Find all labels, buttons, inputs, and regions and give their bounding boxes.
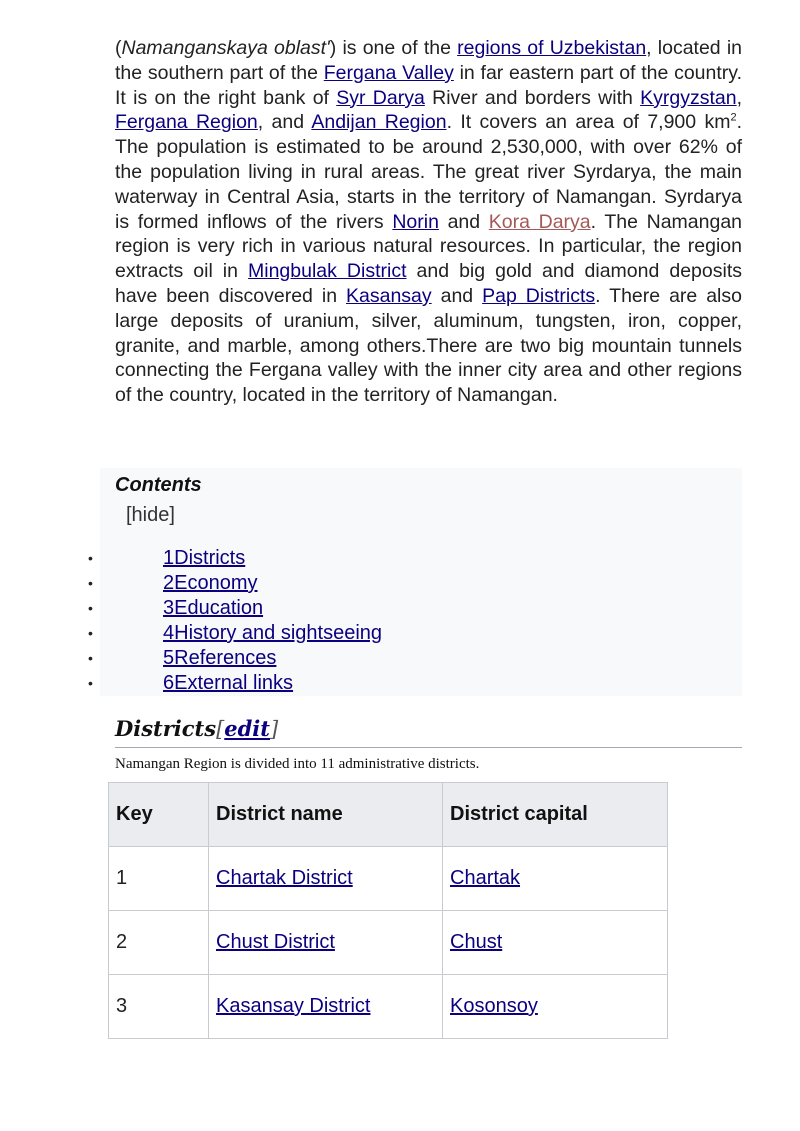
link-kyrgyzstan[interactable]: Kyrgyzstan xyxy=(640,86,737,109)
header-district-capital: District capital xyxy=(443,783,668,847)
table-of-contents xyxy=(88,468,742,696)
header-key: Key xyxy=(109,783,209,847)
link-syr-darya[interactable]: Syr Darya xyxy=(336,86,425,109)
cell-key: 3 xyxy=(109,975,209,1039)
cell-key: 1 xyxy=(109,847,209,911)
cell-key: 2 xyxy=(109,911,209,975)
toc-link[interactable]: 4History and sightseeing xyxy=(163,622,383,644)
bullet-icon: • xyxy=(88,625,93,641)
district-link[interactable]: Chartak District xyxy=(216,867,353,889)
intro-paragraph: (Namanganskaya oblast') is one of the regions of Uzbekistan, located in the southern part of the Fergana Valley in far eastern part of the country. It is on the right bank of Syr Darya River and borders with Kyrgyzstan, Fergana Region, and Andijan Region. It covers an area of 7,900 $km^2$. The population is estimated to be around 2,530,000, with over 62% of the population living in rural areas. The great river Syrdarya, the main waterway in Central Asia, starts in the territory of Namangan. Syrdarya is formed inflows of the rivers Norin and Kora Darya. The Namangan region is very rich in various natural resources. In particular, the region extracts oil in Mingbulak District and big gold and diamond deposits have been discovered in Kasansay and Pap Districts. There are also large deposits of uranium, silver, aluminum, tungsten, iron, copper, granite, and marble, among others.There are two big mountain tunnels connecting the Fergana valley with the inner city area and other regions of the country, located in the territory of Namangan. xyxy=(115,37,743,407)
section-heading-districts: Districts[edit] xyxy=(115,716,742,748)
toc-link[interactable]: 5References xyxy=(163,647,277,669)
bullet-icon: • xyxy=(88,575,93,591)
edit-link[interactable]: edit xyxy=(224,716,270,741)
link-pap-districts[interactable]: Pap Districts xyxy=(482,284,596,307)
link-fergana-region[interactable]: Fergana Region xyxy=(115,111,258,134)
cell-district-capital xyxy=(443,975,668,1039)
table-row xyxy=(109,911,668,975)
district-link[interactable]: Chust District xyxy=(216,931,335,953)
cell-district-name xyxy=(209,975,443,1039)
cell-district-name xyxy=(209,847,443,911)
districts-description: Namangan Region is divided into 11 administrative districts. xyxy=(115,756,480,772)
toc-link[interactable]: 3Education xyxy=(163,597,264,619)
bullet-icon: • xyxy=(88,550,93,566)
cell-district-name xyxy=(209,911,443,975)
header-district-name: District name xyxy=(209,783,443,847)
table-header-row xyxy=(109,783,668,847)
link-fergana-valley[interactable]: Fergana Valley xyxy=(323,61,454,84)
link-norin[interactable]: Norin xyxy=(392,210,439,233)
link-regions-of-uzbekistan[interactable]: regions of Uzbekistan xyxy=(457,37,647,59)
link-andijan-region[interactable]: Andijan Region xyxy=(311,111,447,134)
capital-link[interactable]: Kosonsoy xyxy=(450,995,538,1017)
capital-link[interactable]: Chartak xyxy=(450,867,521,889)
district-link[interactable]: Kasansay District xyxy=(216,995,371,1017)
section-title-text: Districts xyxy=(115,716,217,741)
bullet-icon: • xyxy=(88,600,93,616)
link-kasansay[interactable]: Kasansay xyxy=(346,284,432,307)
cell-district-capital xyxy=(443,847,668,911)
toc-title: Contents xyxy=(115,474,202,496)
toc-link[interactable]: 1Districts xyxy=(163,547,246,569)
table-row xyxy=(109,847,668,911)
toc-hide-toggle[interactable]: [hide] xyxy=(126,504,175,526)
bullet-icon: • xyxy=(88,675,93,691)
districts-table xyxy=(108,782,668,1039)
toc-link[interactable]: 6External links xyxy=(163,672,294,694)
oblast-name: Namanganskaya oblast' xyxy=(121,37,330,59)
capital-link[interactable]: Chust xyxy=(450,931,503,953)
toc-link[interactable]: 2Economy xyxy=(163,572,258,594)
link-mingbulak-district[interactable]: Mingbulak District xyxy=(248,260,407,283)
bullet-icon: • xyxy=(88,650,93,666)
table-row xyxy=(109,975,668,1039)
link-kora-darya[interactable]: Kora Darya xyxy=(488,210,591,233)
cell-district-capital xyxy=(443,911,668,975)
